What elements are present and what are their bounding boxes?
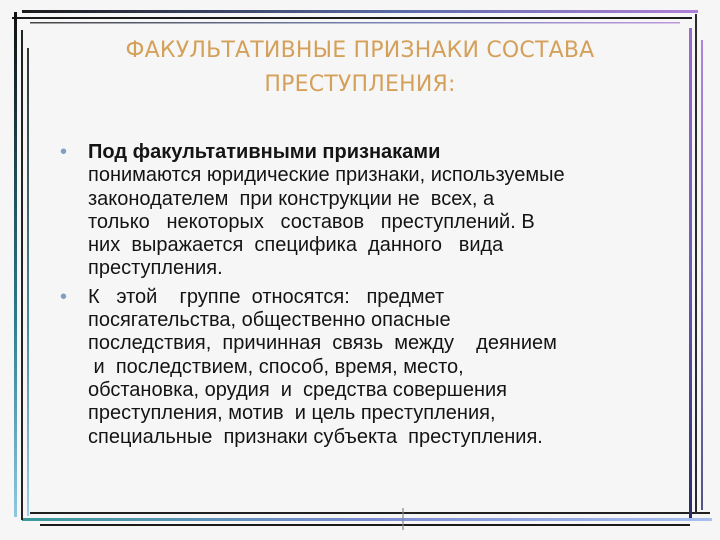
bullet-dot-icon: • bbox=[60, 285, 68, 308]
bullet-2-line-4: и последствием, способ, время, место, bbox=[88, 355, 464, 378]
frame-left-bar-1 bbox=[14, 12, 17, 517]
slide-body bbox=[60, 141, 660, 454]
frame-top-bar-1 bbox=[22, 10, 698, 13]
bullet-2-line-5: обстановка, орудия и средства совершения bbox=[88, 378, 507, 401]
bullet-2-line-3: последствия, причинная связь между деянием bbox=[88, 332, 557, 355]
bullet-1-line-3: только некоторых составов преступлений. В bbox=[88, 210, 535, 233]
frame-top-bar-2 bbox=[12, 17, 692, 19]
frame-right-bar-1 bbox=[689, 28, 692, 518]
bullet-1-line-1: понимаются юридические признаки, используемые bbox=[88, 164, 565, 187]
frame-top-bar-3 bbox=[30, 22, 680, 24]
bullet-1-line-4: них выражается специфика данного вида bbox=[88, 234, 504, 257]
bullet-item-1 bbox=[60, 141, 660, 281]
bullet-1-line-5: преступления. bbox=[88, 257, 223, 280]
frame-bottom-bar-2 bbox=[22, 518, 712, 521]
frame-bottom-bar-1 bbox=[30, 512, 710, 514]
bullet-item-2 bbox=[60, 286, 660, 449]
bullet-dot-icon: • bbox=[60, 141, 68, 163]
bullet-2-line-7: специальные признаки субъекта преступления. bbox=[88, 425, 543, 448]
slide-title bbox=[40, 34, 680, 102]
bullet-2-line-6: преступления, мотив и цель преступления, bbox=[88, 402, 496, 425]
bullet-1-line-2: законодателем при конструкции не всех, а bbox=[88, 187, 495, 210]
title-line-2: ПРЕСТУПЛЕНИЯ: bbox=[264, 72, 456, 97]
frame-bottom-tick bbox=[402, 508, 404, 530]
frame-bottom-bar-3 bbox=[40, 524, 690, 526]
bullet-2-line-1: К этой группе относятся: предмет bbox=[88, 285, 445, 308]
frame-right-bar-2 bbox=[695, 14, 697, 514]
frame-left-bar-2 bbox=[21, 30, 23, 520]
bullet-2-line-2: посягательства, общественно опасные bbox=[88, 309, 451, 332]
frame-left-bar-3 bbox=[27, 48, 29, 516]
bullet-1-lead: Под факультативными признаками bbox=[88, 141, 441, 163]
title-line-1: ФАКУЛЬТАТИВНЫЕ ПРИЗНАКИ СОСТАВА bbox=[125, 38, 595, 63]
frame-right-bar-3 bbox=[701, 40, 703, 510]
